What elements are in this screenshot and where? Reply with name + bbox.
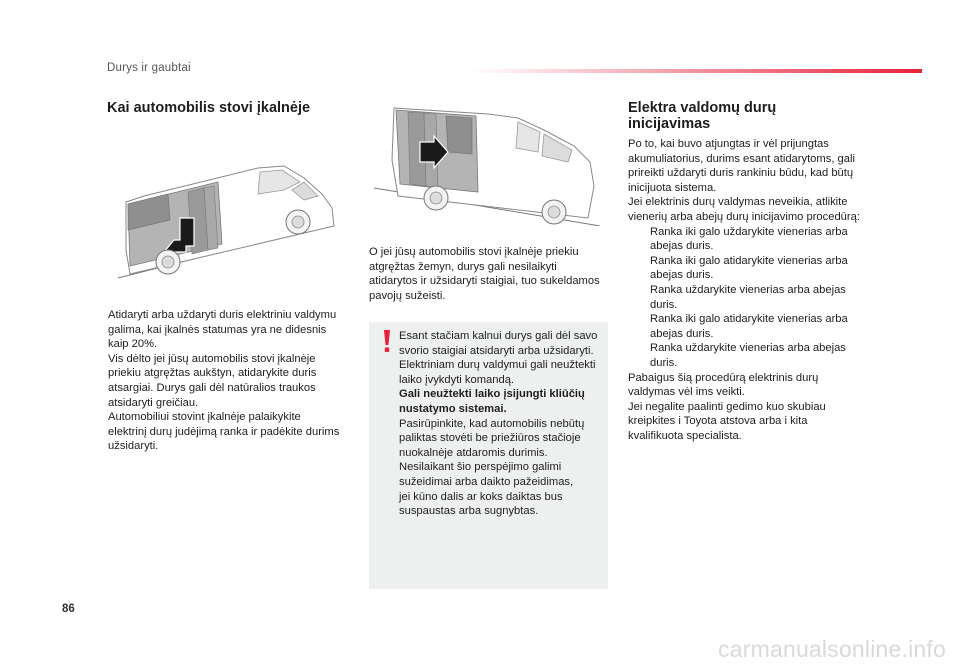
step-line: abejas duris. xyxy=(650,240,714,253)
right-line: Jei elektrinis durų valdymas neveikia, atlikite xyxy=(628,196,848,209)
middle-line: atgręžtas žemyn, durys gali nesilaikyti xyxy=(369,260,557,273)
header-accent-line xyxy=(470,69,922,73)
van-uphill-illustration xyxy=(108,160,340,280)
warning-line: Esant stačiam kalnui durys gali dėl savo xyxy=(399,330,598,342)
page-number: 86 xyxy=(62,603,75,615)
right-line: prireikti uždaryti duris rankiniu būdu, kad būtų xyxy=(628,167,854,180)
left-line: Automobiliui stovint įkalnėje palaikykite xyxy=(108,411,301,424)
watermark: carmanualsonline.info xyxy=(718,636,946,662)
warning-line: laiko įvykdyti komandą. xyxy=(399,373,515,386)
right-line: kvalifikuota specialista. xyxy=(628,429,742,442)
right-section-title xyxy=(628,100,776,132)
left-line: priekiu atgręžtas aukštyn, atidarykite duris xyxy=(108,367,317,380)
warning-line: Pasirūpinkite, kad automobilis nebūtų xyxy=(399,417,585,430)
left-line: užsidaryti. xyxy=(108,440,159,453)
left-line: elektrinį durų judėjimą ranka ir padėkite durims xyxy=(108,425,340,438)
right-line: kreipkites i Toyota atstova arba i kita xyxy=(628,415,808,428)
van-downhill-illustration xyxy=(368,100,606,226)
right-line: inicijuota sistema. xyxy=(628,181,717,194)
step-line: duris. xyxy=(650,298,678,311)
warning-line: nuokalnėje atdaromis durimis. xyxy=(399,446,548,459)
step-line: Ranka iki galo atidarykite vienerias arba xyxy=(650,254,848,267)
exclamation-icon xyxy=(379,328,395,354)
right-line: Jei negalite paalinti gedimo kuo skubiau xyxy=(628,400,826,413)
warning-line: Nesilaikant šio perspėjimo galimi xyxy=(399,461,562,474)
middle-line: pavojų sužeisti. xyxy=(369,289,446,302)
step-line: abejas duris. xyxy=(650,269,714,282)
middle-line: O jei jūsų automobilis stovi įkalnėje priekiu xyxy=(369,246,579,258)
left-line: galima, kai įkalnės statumas yra ne didesnis xyxy=(108,323,327,336)
warning-line: Elektriniam durų valdymui gali neužtekti xyxy=(399,359,596,372)
middle-line: atidarytos ir užsidaryti staigiai, tuo sukeldamos xyxy=(369,275,600,288)
right-title-line: inicijavimas xyxy=(628,116,711,132)
warning-box xyxy=(369,322,608,589)
right-title-line: Elektra valdomų durų xyxy=(628,100,777,116)
warning-line: jei kūno dalis ar koks daiktas bus xyxy=(399,490,563,503)
left-line: atsidaryti greičiau. xyxy=(108,396,199,409)
step-line: Ranka iki galo atidarykite vienerias arba xyxy=(650,313,848,326)
right-line: Pabaigus šią procedūrą elektrinis durų xyxy=(628,371,819,384)
step-line: Ranka uždarykite vienerias arba abejas xyxy=(650,342,846,355)
right-line: Po to, kai buvo atjungtas ir vėl prijungtas xyxy=(628,138,829,150)
step-line: Ranka iki galo uždarykite vienerias arba xyxy=(650,225,848,238)
warning-bold-line: Gali neužtekti laiko įsijungti kliūčių xyxy=(399,388,585,401)
procedure-step xyxy=(628,225,878,254)
warning-line: paliktas stovėti be priežiūros stačioje xyxy=(399,432,581,445)
procedure-step xyxy=(628,312,878,341)
step-line: Ranka uždarykite vienerias arba abejas xyxy=(650,283,846,296)
warning-line: svorio staigiai atsidaryti arba užsidaryti. xyxy=(399,344,594,357)
right-line: valdymas vėl ims veikti. xyxy=(628,386,745,399)
warning-bold-line: nustatymo sistemai. xyxy=(399,402,507,415)
procedure-steps xyxy=(628,225,878,371)
left-paragraph xyxy=(108,308,358,454)
left-section-title: Kai automobilis stovi įkalnėje xyxy=(107,100,311,116)
procedure-step xyxy=(628,283,878,312)
warning-line: sužeidimai arba daikto pažeidimas, xyxy=(399,475,574,488)
left-line: Vis dėlto jei jūsų automobilis stovi įkalnėje xyxy=(108,352,316,365)
warning-text xyxy=(399,329,606,519)
header-title: Durys ir gaubtai xyxy=(107,62,191,74)
right-paragraph xyxy=(628,137,878,443)
right-line: vienerių arba abejų durų inicijavimo procedūrą: xyxy=(628,210,860,223)
step-line: duris. xyxy=(650,356,678,369)
warning-line: suspaustas arba sugnybtas. xyxy=(399,505,539,518)
step-line: abejas duris. xyxy=(650,327,714,340)
left-line: kaip 20%. xyxy=(108,338,158,351)
procedure-step xyxy=(628,341,878,370)
middle-paragraph xyxy=(369,245,609,303)
right-line: akumuliatorius, durims esant atidarytoms, gali xyxy=(628,152,855,165)
procedure-step xyxy=(628,254,878,283)
left-line: Atidaryti arba uždaryti duris elektriniu valdymu xyxy=(108,309,337,321)
left-line: atsargiai. Durys gali dėl natūralios traukos xyxy=(108,381,316,394)
